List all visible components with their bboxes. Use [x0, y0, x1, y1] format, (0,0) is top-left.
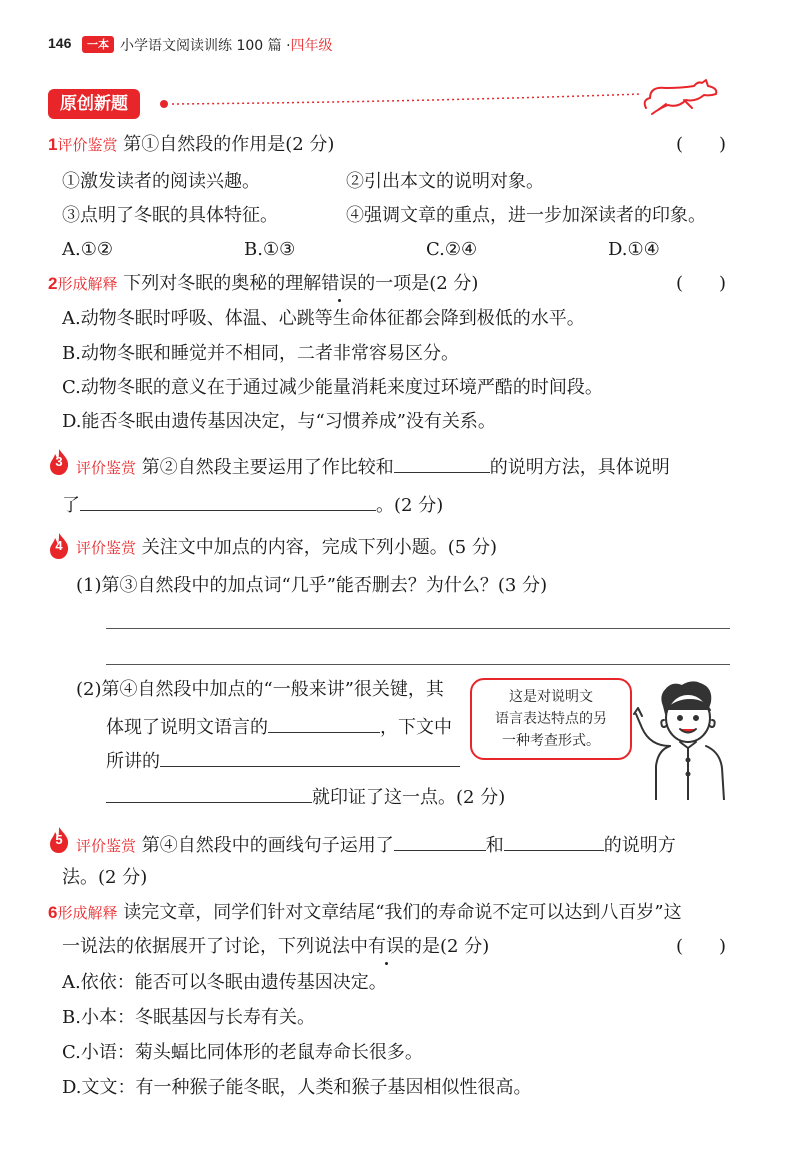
- q2-stem-emphasis: 错误: [321, 273, 358, 294]
- q5-blank-2[interactable]: [504, 830, 604, 851]
- q5-number: 5: [55, 832, 63, 847]
- q3-text-3: 了: [62, 495, 80, 516]
- q5-text-3: 的说明方: [603, 835, 676, 856]
- q5-blank-1[interactable]: [394, 830, 486, 851]
- q1-number: 1: [48, 135, 58, 154]
- q1-answer-bracket[interactable]: ( ): [676, 134, 727, 155]
- q1-statement-1: ①激发读者的阅读兴趣。: [62, 171, 260, 192]
- q1-option-c[interactable]: C.②④: [426, 239, 478, 260]
- dotted-trail: [172, 94, 642, 104]
- q6-option-c[interactable]: C.小语：菊头蝠比同体形的老鼠寿命长很多。: [62, 1042, 423, 1063]
- q4-answer-line-1[interactable]: [106, 628, 730, 629]
- q4-blank-2[interactable]: [160, 746, 460, 767]
- q6-number: 6: [48, 903, 58, 922]
- q2-stem-after: 的一项是(2 分): [357, 273, 479, 294]
- q3-blank-1[interactable]: [394, 452, 490, 473]
- q6-option-d[interactable]: D.文文：有一种猴子能冬眠，人类和猴子基因相似性很高。: [62, 1077, 532, 1098]
- q1-option-d[interactable]: D.①④: [608, 239, 660, 260]
- q3-text-1: 第②自然段主要运用了作比较和: [141, 457, 394, 478]
- q4-sub2-text-1: 体现了说明文语言的: [106, 717, 268, 738]
- q3-blank-2[interactable]: [80, 490, 376, 511]
- q4-blank-1[interactable]: [268, 712, 380, 733]
- q2-tag: 形成解释: [57, 275, 118, 293]
- q3-tag: 评价鉴赏: [76, 459, 137, 477]
- q5-text-1: 第④自然段中的画线句子运用了: [141, 835, 394, 856]
- q4-sub2-line-4: [106, 782, 505, 810]
- q6-line-2: [62, 935, 489, 959]
- boy-illustration-icon: [630, 676, 740, 800]
- q2-option-b[interactable]: B.动物冬眠和睡觉并不相同，二者非常容易区分。: [62, 343, 459, 364]
- q4-heading: [76, 536, 497, 560]
- page-number: 146: [48, 35, 72, 51]
- q3-line-1: [76, 452, 670, 480]
- q4-number: 4: [55, 538, 63, 553]
- q1-statement-2: ②引出本文的说明对象。: [346, 171, 544, 192]
- q4-sub2-text-2: ，下文中: [380, 717, 452, 738]
- hint-bubble: [470, 678, 632, 760]
- q2-option-d[interactable]: D.能否冬眠由遗传基因决定，与“习惯养成”没有关系。: [62, 411, 496, 432]
- q4-sub2-text-3: 所讲的: [106, 751, 160, 772]
- q1-tag: 评价鉴赏: [57, 136, 118, 154]
- book-title-text: 小学语文阅读训练 100 篇 ·: [120, 38, 291, 54]
- q3-number: 3: [55, 454, 63, 469]
- q6-option-b[interactable]: B.小本：冬眠基因与长寿有关。: [62, 1007, 315, 1028]
- q4-tag: 评价鉴赏: [76, 539, 137, 557]
- q4-sub2-line-2: [106, 712, 452, 740]
- q5-text-2: 和: [485, 835, 504, 856]
- q2-option-c[interactable]: C.动物冬眠的意义在于通过减少能量消耗来度过环境严酷的时间段。: [62, 377, 603, 398]
- q4-sub2-line-3: [106, 746, 460, 774]
- q1-statement-4: ④强调文章的重点，进一步加深读者的印象。: [346, 205, 706, 226]
- q6-text-2: 一说法的依据展开了讨论，下列说法中: [62, 936, 368, 957]
- q4-stem: 关注文中加点的内容，完成下列小题。(5 分): [141, 537, 497, 558]
- section-banner: 原创新题: [48, 89, 140, 119]
- q2-number: 2: [48, 274, 58, 293]
- banner-dot: [160, 100, 168, 108]
- q4-sub2-line-1: (2)第④自然段中加点的“一般来讲”很关键，其: [76, 679, 444, 700]
- q3-line-2: [62, 490, 443, 518]
- hint-line-3: 一种考查形式。: [502, 733, 600, 749]
- q2-option-a[interactable]: A.动物冬眠时呼吸、体温、心跳等生命体征都会降到极低的水平。: [62, 308, 585, 329]
- q6-option-a[interactable]: A.依依：能否可以冬眠由遗传基因决定。: [62, 972, 387, 993]
- grade-label: 四年级: [290, 38, 333, 54]
- q2-answer-bracket[interactable]: ( ): [676, 273, 727, 294]
- q2-stem-before: 下列对冬眠的奥秘的理解: [123, 273, 322, 294]
- q4-blank-3[interactable]: [106, 782, 312, 803]
- q6-answer-bracket[interactable]: ( ): [676, 936, 727, 957]
- q1-heading: [48, 133, 334, 157]
- book-title: [120, 35, 333, 55]
- q1-option-b[interactable]: B.①③: [244, 239, 296, 260]
- hint-line-1: 这是对说明文: [509, 689, 593, 705]
- q1-stem: 第①自然段的作用是(2 分): [123, 134, 335, 155]
- q6-text-3: 的是(2 分): [404, 936, 490, 957]
- q5-line-1: [76, 830, 676, 858]
- q5-tag: 评价鉴赏: [76, 837, 137, 855]
- cat-icon: [645, 80, 717, 114]
- q4-sub2-text-4: 就印证了这一点。(2 分): [312, 787, 506, 808]
- q6-emphasis: 有误: [368, 936, 404, 957]
- q6-line-1: [48, 901, 682, 925]
- q1-option-a[interactable]: A.①②: [62, 239, 113, 260]
- banner-decoration: [172, 78, 732, 118]
- q1-statement-3: ③点明了冬眠的具体特征。: [62, 205, 278, 226]
- book-logo: 一本: [82, 36, 114, 53]
- q6-tag: 形成解释: [57, 904, 118, 922]
- q2-heading: [48, 272, 478, 296]
- q4-sub1: (1)第③自然段中的加点词“几乎”能否删去？为什么？(3 分): [76, 575, 548, 596]
- q5-line-2: 法。(2 分): [62, 867, 148, 888]
- q3-text-2: 的说明方法，具体说明: [489, 457, 670, 478]
- q6-text-1: 读完文章，同学们针对文章结尾“我们的寿命说不定可以达到八百岁”这: [123, 902, 682, 923]
- q3-text-4: 。(2 分): [376, 495, 444, 516]
- hint-line-2: 语言表达特点的另: [495, 711, 607, 727]
- q4-answer-line-2[interactable]: [106, 664, 730, 665]
